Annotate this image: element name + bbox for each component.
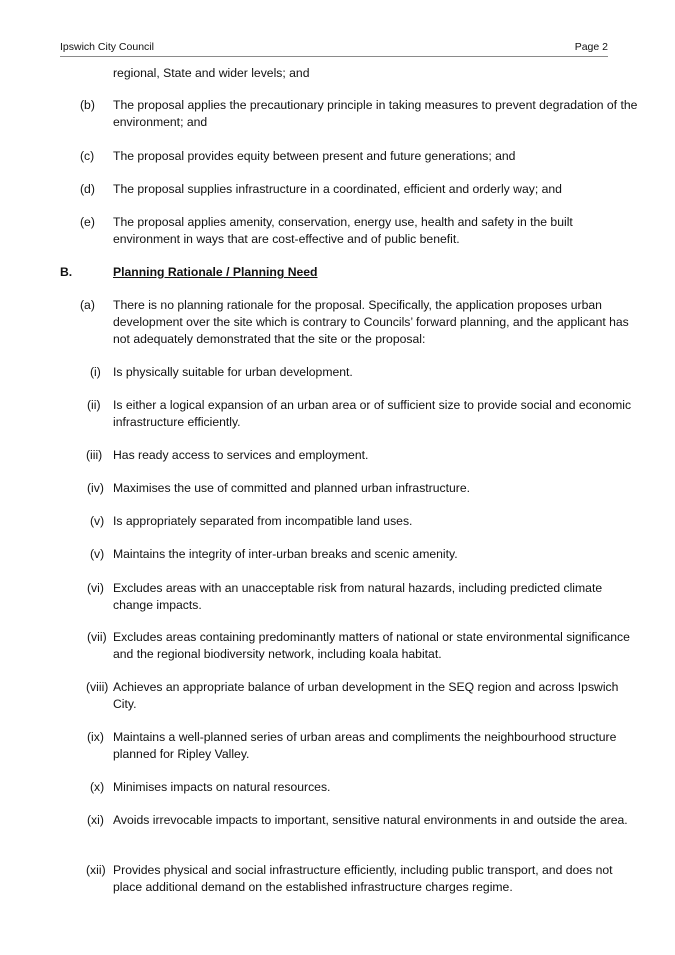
criteria-label: (xii) (86, 863, 106, 877)
criteria-text: Minimises impacts on natural resources. (113, 780, 331, 794)
criteria-label: (i) (90, 365, 101, 379)
item-label: (e) (80, 215, 95, 229)
section-title: Planning Rationale / Planning Need (113, 265, 318, 279)
header-organisation: Ipswich City Council (60, 41, 154, 53)
item-label: (b) (80, 98, 95, 112)
criteria-text: Provides physical and social infrastructure efficiently, including public transport, and does not place additional demand on the established infrastructure charges regime. (113, 863, 613, 894)
criteria-label: (v) (90, 514, 105, 528)
item-text: The proposal supplies infrastructure in a coordinated, efficient and orderly way; and (113, 182, 562, 196)
criteria-text: Maximises the use of committed and planned urban infrastructure. (113, 481, 471, 495)
continuation-text: regional, State and wider levels; and (113, 66, 310, 80)
criteria-text: Maintains the integrity of inter-urban breaks and scenic amenity. (113, 547, 458, 561)
criteria-label: (xi) (87, 813, 104, 827)
criteria-label: (vi) (87, 581, 104, 595)
criteria-label: (viii) (86, 680, 109, 694)
criteria-label: (vii) (87, 630, 107, 644)
criteria-label: (ii) (87, 398, 101, 412)
criteria-label: (iv) (87, 481, 104, 495)
criteria-label: (x) (90, 780, 105, 794)
intro-label: (a) (80, 298, 95, 312)
criteria-text: Is appropriately separated from incompatible land uses. (113, 514, 413, 528)
criteria-text: Achieves an appropriate balance of urban development in the SEQ region and across Ipswich City. (113, 680, 619, 711)
intro-text: There is no planning rationale for the proposal. Specifically, the application proposes urban development over the site which is contrary to Councils’ forward planning, and the applicant has not adequately demonstrated that the site or the proposal: (113, 298, 629, 346)
item-label: (d) (80, 182, 95, 196)
criteria-text: Is physically suitable for urban development. (113, 365, 353, 379)
criteria-text: Avoids irrevocable impacts to important, sensitive natural environments in and outside the area. (113, 813, 628, 827)
item-text: The proposal applies the precautionary principle in taking measures to prevent degradation of the environment; and (113, 98, 638, 129)
criteria-text: Excludes areas with an unacceptable risk from natural hazards, including predicted climate change impacts. (113, 581, 603, 612)
item-label: (c) (80, 149, 95, 163)
criteria-text: Maintains a well-planned series of urban areas and compliments the neighbourhood structure planned for Ripley Valley. (113, 730, 617, 761)
criteria-text: Is either a logical expansion of an urban area or of sufficient size to provide social and economic infrastructure efficiently. (113, 398, 632, 429)
item-text: The proposal applies amenity, conservation, energy use, health and safety in the built environment in ways that are cost-effective and of public benefit. (113, 215, 573, 246)
criteria-label: (iii) (86, 448, 103, 462)
section-label: B. (60, 265, 73, 279)
criteria-label: (v) (90, 547, 105, 561)
criteria-label: (ix) (87, 730, 104, 744)
item-text: The proposal provides equity between present and future generations; and (113, 149, 516, 163)
header-page-number: Page 2 (574, 41, 608, 53)
criteria-text: Excludes areas containing predominantly matters of national or state environmental significance and the regional biodiversity network, including koala habitat. (113, 630, 630, 661)
criteria-text: Has ready access to services and employment. (113, 448, 369, 462)
page-header (60, 40, 608, 57)
